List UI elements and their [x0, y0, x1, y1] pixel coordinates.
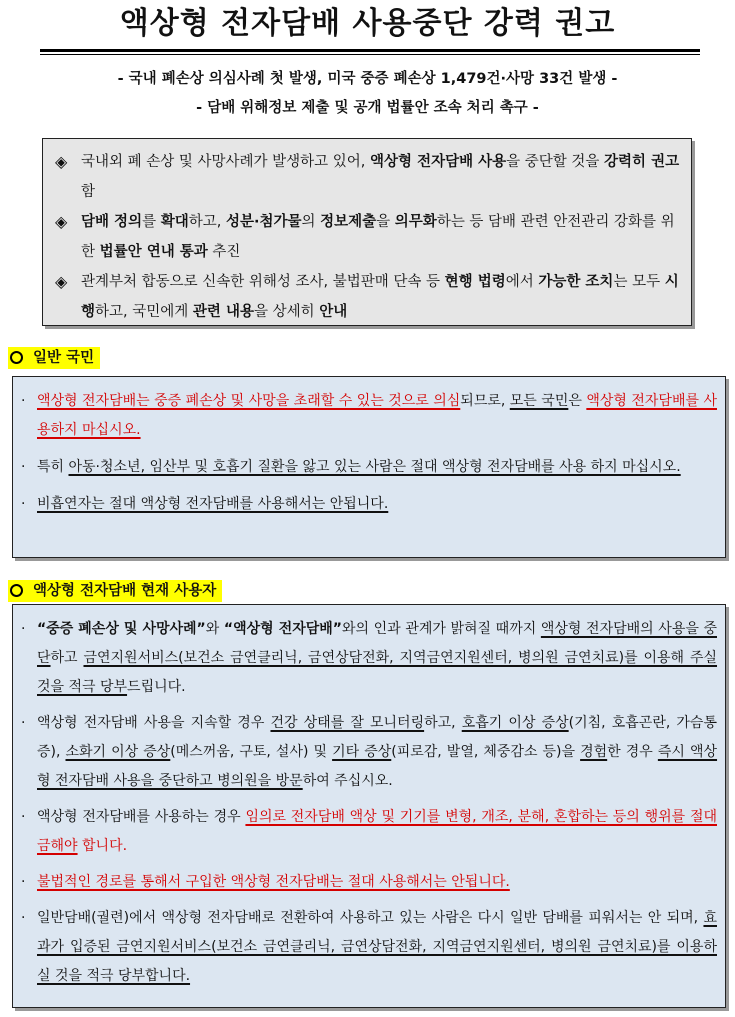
list-item — [21, 453, 717, 482]
text-run: 추진 — [207, 244, 241, 260]
list-item — [21, 803, 717, 861]
text-run: 드립니다. — [127, 679, 186, 695]
dot-bullet-icon: · — [21, 621, 26, 637]
list-item — [21, 868, 717, 897]
text-run: 임의로 전자담배 액상 및 기기를 변형, 개조, 분해, 혼합하는 등의 행위를 절대 금해야 — [37, 809, 717, 854]
list-item — [21, 387, 717, 445]
text-run: 안내 — [319, 304, 348, 320]
list-item-text — [37, 809, 717, 854]
text-run: 시행 — [81, 274, 679, 320]
text-run: 액상형 전자담배 사용 — [370, 154, 507, 170]
text-run: (기침, 호흡곤란, 가슴통증), — [37, 715, 717, 760]
list-item-text — [37, 496, 388, 512]
text-run: 모든 국민 — [509, 393, 569, 409]
text-run: 액상형 전자담배 사용을 지속할 경우 — [37, 715, 271, 731]
text-run: 와의 인과 관계가 밝혀질 때까지 — [342, 621, 541, 637]
text-run: 불법적인 경로를 통해서 구입한 액상형 전자담배는 절대 사용해서는 안됩니다. — [37, 874, 510, 890]
dot-bullet-icon: · — [21, 910, 26, 926]
section-heading-text: 일반 국민 — [33, 350, 95, 366]
summary-box — [42, 138, 692, 326]
text-run: 즉시 액상형 전자담배 사용을 중단하고 병의원을 방문 — [37, 744, 718, 789]
text-run: 성분·첨가물 — [225, 214, 302, 230]
dot-bullet-icon: · — [21, 459, 26, 475]
text-run: 건강 상태를 잘 모니터링 — [270, 715, 425, 731]
text-run: 액상형 전자담배는 중증 폐손상 및 사망을 초래할 수 있는 것으로 의심 — [37, 393, 461, 409]
text-run: 액상형 전자담배를 사용하지 마십시오. — [37, 393, 717, 438]
text-run: 되므로, — [460, 393, 510, 409]
diamond-bullet-icon: ◈ — [55, 212, 68, 231]
text-run: 을 상세히 — [253, 304, 320, 320]
section-box-general-public — [12, 376, 726, 558]
summary-item-text — [81, 274, 679, 320]
text-run: 경험 — [580, 744, 608, 760]
page-title: 액상형 전자담배 사용중단 강력 권고 — [119, 6, 616, 41]
text-run: 관계부처 합동으로 신속한 위해성 조사, 불법판매 단속 등 — [81, 274, 445, 290]
list-item-text — [37, 459, 681, 475]
section-box-current-users — [12, 604, 726, 1008]
title-rule-thick — [40, 49, 700, 52]
section-heading-current-users — [8, 580, 222, 602]
circle-bullet-icon — [10, 584, 23, 597]
text-run: 호흡기 이상 증상 — [461, 715, 569, 731]
list-item-text — [37, 910, 717, 984]
text-run: 일반담배(궐련)에서 액상형 전자담배로 전환하여 사용하고 있는 사람은 다시 일반 담배를 피워서는 안 되며, — [37, 910, 704, 926]
text-run: 를 — [142, 214, 161, 230]
text-run: 금연지원서비스(보건소 금연클리닉, 금연상담전화, 지역금연지원센터, 병의원 금연치료)를 이용해 주실 것을 적극 당부 — [37, 650, 718, 695]
text-run: 현행 법령 — [444, 274, 506, 290]
summary-item — [53, 147, 681, 207]
list-item — [21, 709, 717, 796]
text-run: 와 — [205, 621, 224, 637]
text-run: 하고, — [424, 715, 462, 731]
dot-bullet-icon: · — [21, 715, 26, 731]
list-item-text — [37, 715, 717, 789]
text-run: 한 경우 — [607, 744, 658, 760]
list-item — [21, 490, 717, 519]
summary-item-text — [81, 214, 675, 260]
text-run: 비흡연자는 절대 액상형 전자담배를 사용해서는 안됩니다. — [37, 496, 389, 512]
text-run: 하고 — [50, 650, 84, 666]
circle-bullet-icon — [10, 351, 23, 364]
list-item — [21, 904, 717, 991]
text-run: 특히 — [37, 459, 69, 475]
subtitle-1: - 국내 폐손상 의심사례 첫 발생, 미국 중증 폐손상 1,479건·사망 33건 발생 - — [117, 71, 618, 87]
text-run: 소화기 이상 증상 — [65, 744, 171, 760]
text-run: (메스꺼움, 구토, 설사) 및 — [170, 744, 333, 760]
text-run: 하고, 국민에게 — [95, 304, 193, 320]
summary-item — [53, 207, 681, 267]
list-item-text — [37, 874, 510, 890]
text-run: 국내외 폐 손상 및 사망사례가 발생하고 있어, — [81, 154, 370, 170]
text-run: 의 — [301, 214, 321, 230]
text-run: 하여 주십시오. — [302, 773, 393, 789]
dot-bullet-icon: · — [21, 393, 26, 409]
text-run: (피로감, 발열, 체중감소 등)을 — [391, 744, 581, 760]
text-run: 는 모두 — [613, 274, 665, 290]
text-run: 아동·청소년, 임산부 및 호흡기 질환을 앓고 있는 사람은 절대 액상형 전자담배를 사용 하지 마십시오. — [68, 459, 681, 475]
text-run: 은 — [568, 393, 587, 409]
section-heading-text: 액상형 전자담배 현재 사용자 — [33, 583, 217, 599]
text-run: 함 — [81, 184, 96, 200]
text-run: 정보제출 — [320, 214, 377, 230]
section-heading-general-public — [8, 347, 100, 369]
text-run: 을 중단할 것을 — [506, 154, 605, 170]
text-run: 효과가 입증된 금연지원서비스(보건소 금연클리닉, 금연상담전화, 지역금연지원센터, 병의원 금연치료)를 이용하실 것을 적극 당부합니다. — [37, 910, 717, 984]
title-rule-thin — [40, 54, 700, 55]
subtitle-2: - 담배 위해정보 제출 및 공개 법률안 조속 처리 촉구 - — [196, 100, 539, 116]
text-run: 을 — [376, 214, 395, 230]
text-run: 액상형 전자담배의 사용을 중단 — [37, 621, 717, 666]
text-run: 하는 등 담배 관련 안전관리 강화를 위한 — [81, 214, 675, 260]
text-run: 합니다. — [77, 838, 128, 854]
text-run: 기타 증상 — [332, 744, 392, 760]
text-run: 강력히 권고 — [604, 154, 680, 170]
list-item-text — [37, 393, 717, 438]
text-run: 의무화 — [394, 214, 437, 230]
text-run: 법률안 연내 통과 — [99, 244, 208, 260]
summary-item-text — [81, 154, 679, 200]
text-run: 에서 — [505, 274, 539, 290]
text-run: 담배 정의 — [81, 214, 143, 230]
text-run: 확대 — [160, 214, 189, 230]
dot-bullet-icon: · — [21, 874, 26, 890]
summary-item — [53, 267, 681, 327]
diamond-bullet-icon: ◈ — [55, 272, 68, 291]
text-run: 액상형 전자담배를 사용하는 경우 — [37, 809, 246, 825]
text-run: 하고, — [188, 214, 226, 230]
dot-bullet-icon: · — [21, 809, 26, 825]
list-item-text — [37, 621, 717, 695]
dot-bullet-icon: · — [21, 496, 26, 512]
diamond-bullet-icon: ◈ — [55, 152, 68, 171]
list-item — [21, 615, 717, 702]
text-run: “중증 폐손상 및 사망사례” — [37, 621, 206, 637]
text-run: “액상형 전자담배” — [223, 621, 342, 637]
text-run: 관련 내용 — [192, 304, 254, 320]
text-run: 가능한 조치 — [538, 274, 614, 290]
